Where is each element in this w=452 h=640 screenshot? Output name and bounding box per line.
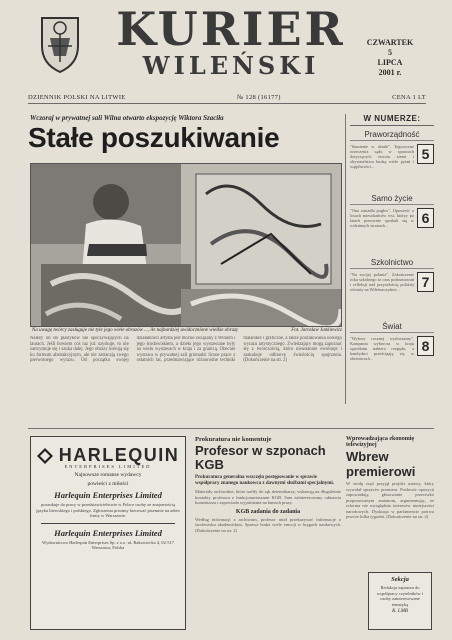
ad-address: Wydawnictwo Harlequin Enterprises Sp. z o.o. ul. Rakowiecka 4, 02-517 Warszawa, Polska <box>42 539 174 550</box>
section-divider <box>28 428 434 429</box>
masthead-title-line2: WILEŃSKI <box>142 51 320 80</box>
contents-item-page: 5 <box>417 144 434 164</box>
contents-item-label: Praworządność <box>350 130 434 141</box>
contents-item-body <box>350 208 434 248</box>
article-subheading: KGB zadania do zadania <box>235 508 301 515</box>
article-body: Materiały archiwalne, które trafiły do rąk dziennikarzy, wskazują na długoletnie kontakty profesora z funkcjonariuszami KGB. Sam zainteresowany odmawia komentarza i zapowiada wyjaśnienia na łamach prasy. <box>195 489 341 505</box>
lead-headline: Stałe poszukiwanie <box>28 122 280 153</box>
info-bar <box>28 92 426 104</box>
article-lead: Prokuratura generalna wszczęła postępowanie w sprawie współpracy znanego naukowca z dawnymi służbami specjalnymi. <box>195 475 335 486</box>
diamond-icon <box>37 448 53 464</box>
coat-of-arms-icon <box>36 12 84 76</box>
contents-sidebar <box>350 114 434 400</box>
ad-company: Harlequin Enterprises Limited <box>54 490 162 500</box>
contents-item-body <box>350 144 434 184</box>
article-kgb <box>195 436 341 533</box>
masthead-title-line1: KURIER <box>116 2 346 56</box>
ad-brand-sub: ENTERPRISES LIMITED <box>64 464 152 469</box>
contents-item-text: "Na swojej polanie". Zakończenie roku szkolnego to czas podsumowań i refleksji nad przyszłością polskiej oświaty na Wileńszczyźnie... <box>350 272 414 292</box>
issue-day: CZWARTEK <box>366 38 414 47</box>
issue-year: 2001 r. <box>378 68 402 77</box>
ad-brand: HARLEQUIN <box>58 445 180 465</box>
contents-item[interactable] <box>350 194 434 248</box>
photo-caption: Na uwagę twórcy zasługuje nie tyle jego wiele obrazów ..., ile najbardziej uwidocznione wielkie obrazy <box>32 328 239 333</box>
sekcja-box <box>368 572 432 630</box>
contents-item-page: 8 <box>417 336 434 356</box>
column-divider <box>345 114 346 404</box>
contents-item-text: "Sumienie w dziale". Tegoroczne orzeczenia sądu w sprawach dotyczących zwrotu ziemi i obywatelstwa budzą wiele pytań i wątpliwości... <box>350 144 414 169</box>
ad-separator <box>41 523 175 524</box>
price: CENA 1 LT <box>392 94 426 101</box>
contents-item-label: Samo życie <box>350 194 434 205</box>
contents-item-label: Szkolnictwo <box>350 258 434 269</box>
article-body: W środę rząd przyjął projekt ustawy, który wywołał sprzeciw premiera. Posłowie opozycji zapowiadają głosowanie przeciwko proponowanym zmianom, argumentując, że reforma nie uwzględnia interesów mniejszości narodowych. Dyskusja w parlamencie potrwa jeszcze kilka tygodni. (Dokończenie na str. 2) <box>346 481 434 519</box>
contents-item-label: Świat <box>350 322 434 333</box>
lead-body: Należy on do plastyków nie spoczywających na laurach. Jeśli bowiem coś raz już uzyskuje, to nie zatrzymuje się i szuka dalej. Jego obrazy kierują się ku formom abstrakcyjnym, ale nie zatracają swego pierwotnego wyrazu. Od początku swojej działalności artysta jest mocno związany z Wilnem i jego środowiskiem, a dzieła jego wystawiane były na wielu wystawach w kraju i za granicą. Obecnie wystawa w prywatnej sali gromadzi liczne prace z ostatnich lat, przedstawiające różnorodne techniki malarskie i graficzne, a także poszukiwania nowego wyrazu artystycznego. Zwiedzający mogą zapoznać się z twórczością, która nieustannie ewoluuje i zaskakuje odbiorcę świeżością spojrzenia. (Dokończenie na str. 2) <box>30 336 342 364</box>
issue-date <box>360 38 420 78</box>
article-headline: Profesor w szponach KGB <box>195 443 326 472</box>
issue-date-number: 5 <box>388 48 392 57</box>
article-body-continued: Według informacji z archiwum, profesor miał przekazywać informacje o środowisku akademickim. Sprawa budzi wiele emocji w kręgach naukowych. (Dokończenie na str. 2) <box>195 516 341 533</box>
contents-item-text: "Ona zasiadła pogłos". Opowieść o losach mieszkańców wsi, którzy po latach ponownie spotkali się w rodzinnych stronach... <box>350 208 414 228</box>
ad-logo <box>35 445 181 466</box>
sekcja-title: Sekcja <box>391 576 409 583</box>
contents-item[interactable] <box>350 322 434 376</box>
contents-item-body <box>350 336 434 376</box>
tagline: DZIENNIK POLSKI NA LITWIE <box>28 94 126 101</box>
contents-item-page: 6 <box>417 208 434 228</box>
sekcja-body: Redakcja zaprasza do współpracy czytelników i osoby zainteresowane tematyką <box>376 585 424 607</box>
ad-company-second: Harlequin Enterprises Limited <box>54 527 162 538</box>
lead-photo-image <box>31 164 342 327</box>
contents-item-text: "Wybory rocznej wytłoczarny". Kampania wyborcza w kraju sąsiednim nabiera rozpędu, a kandydaci prześcigają się w obietnicach... <box>350 336 414 361</box>
article-headline: Wbrew premierowi <box>346 449 416 479</box>
article-kicker: Prokuratura nie komentuje <box>195 436 272 443</box>
article-kicker: Wprowadzająca ekonomię telewizyjnej <box>346 436 415 448</box>
issue-month: LIPCA <box>377 58 403 67</box>
photo-credit: Fot. Jarosław Jankiewicz <box>291 328 342 333</box>
ad-line: powieści z miłości <box>87 481 129 487</box>
contents-item[interactable] <box>350 130 434 184</box>
ad-body: poszukuje do pracy w przedstawicielstwie w Polsce osoby ze znajomością języka litewskiego i polskiego. Zgłoszenia prosimy kierować pisemnie na adres firmy w Warszawie. <box>36 502 180 518</box>
harlequin-ad <box>30 436 186 630</box>
lead-kicker: Wczoraj w prywatnej sali Wilna otwarto ekspozycję Wiktora Szaciła <box>30 114 224 122</box>
masthead-title <box>102 2 360 80</box>
contents-item-page: 7 <box>417 272 434 292</box>
sekcja-signature: K. LMB <box>392 609 408 614</box>
ad-line: Najnowsze romanse wydawcy <box>74 472 142 478</box>
lead-photo <box>30 163 342 327</box>
contents-heading: W NUMERZE: <box>350 114 434 126</box>
article-premier <box>346 436 434 520</box>
contents-item[interactable] <box>350 258 434 312</box>
issue-number: № 128 (16177) <box>237 94 281 101</box>
contents-item-body <box>350 272 434 312</box>
